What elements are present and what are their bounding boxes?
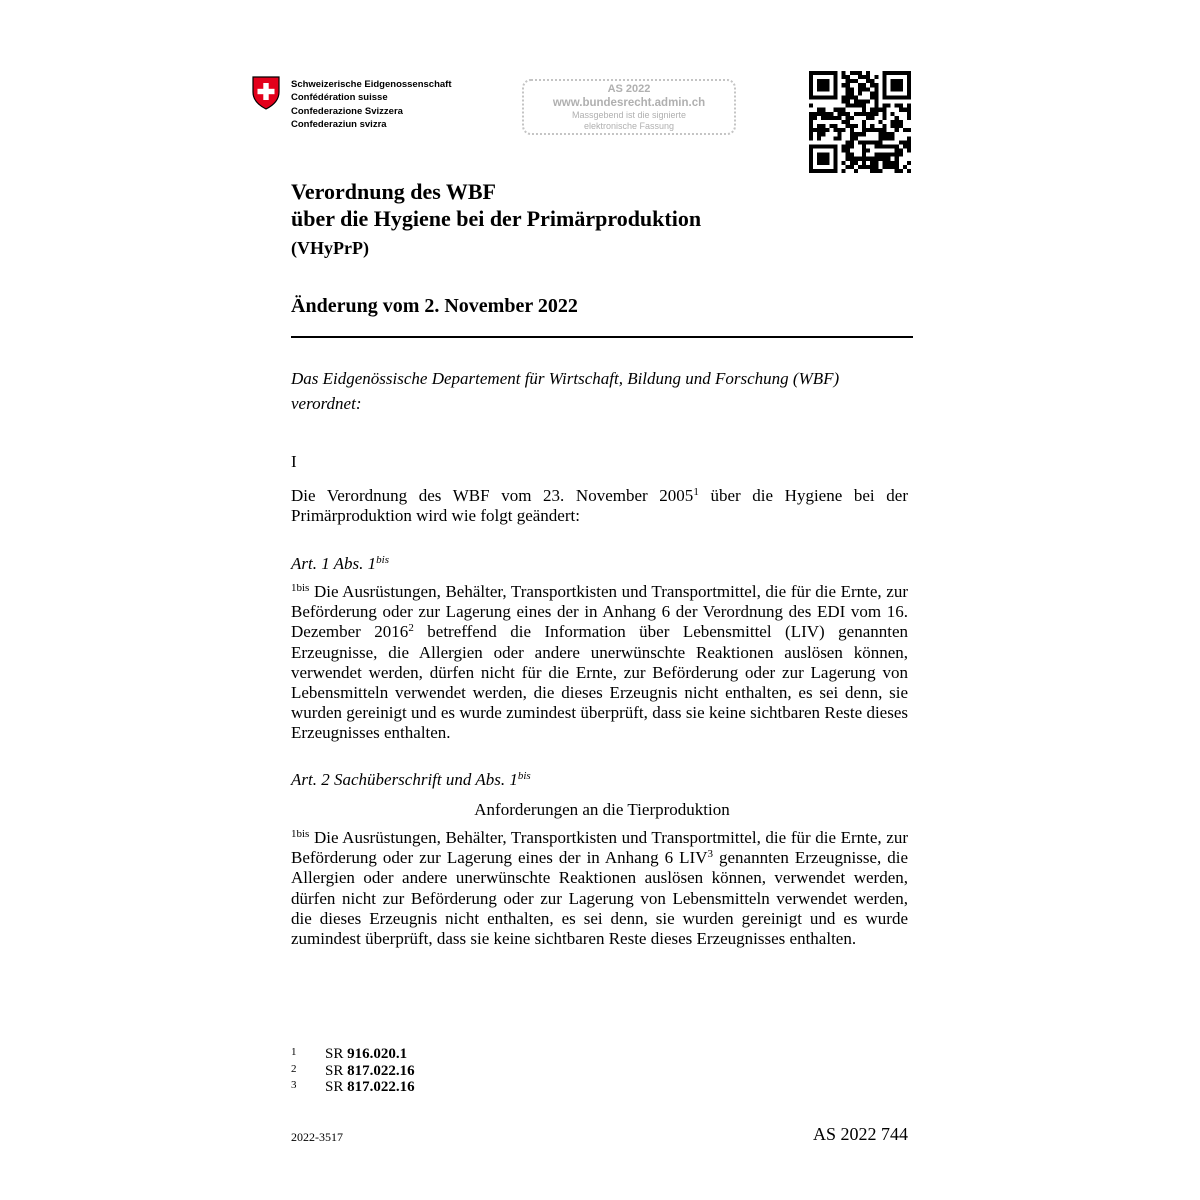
article-2-heading (291, 769, 531, 791)
article-2-heading-text: Art. 2 Sachüberschrift und Abs. 1 (291, 770, 518, 789)
footnote-sr-number[interactable]: 817.022.16 (347, 1079, 415, 1096)
article-2-text-b: genannten Erzeugnisse, die Allergien oder andere unerwünschte Reaktionen auslösen können, verwendet werden, dürfen nicht zur Beförderung oder zur Lagerung von Lebensmitteln verwendet werden, die dieses Erzeugnis nicht enthalten, es sei denn, sie wurden gereinigt und es wurde zumindest überprüft, dass sie keine sichtbaren Reste dieses Erzeugnisses enthalten. (291, 848, 909, 949)
footnote-prefix: SR (325, 1062, 348, 1079)
paragraph-label: 1bis (291, 582, 310, 594)
swiss-coat-of-arms-icon (252, 76, 280, 110)
document-title (291, 178, 701, 232)
intro-text-a: Die Verordnung des WBF vom 23. November 2005 (291, 486, 694, 505)
title-divider (291, 336, 913, 338)
intro-text-b: über die Hygiene bei der Primärproduktion wird wie folgt geändert: (291, 486, 908, 526)
publication-stamp (522, 79, 736, 135)
footnote-text (325, 1063, 415, 1080)
stamp-note-1: Massgebend ist die signierte (571, 110, 687, 120)
stamp-collection: AS 2022 (607, 83, 651, 95)
article-1-text-b: betreffend die Information über Lebensmittel (LIV) genannten Erzeugnisse, die Allergien oder andere unerwünschte Reaktionen auslösen können, verwendet werden, dürfen nicht für die Ernte, zur Beförderung oder zur Lagerung von Lebensmitteln verwendet werden, die dieses Erzeugnis nicht enthalten, es sei denn, sie wurden gereinigt und es wurde zumindest überprüft, dass sie keine sichtbaren Reste dieses Erzeugnisses enthalten. (291, 622, 909, 743)
preamble-line-2: verordnet: (291, 394, 362, 413)
amendment-date: Änderung vom 2. November 2022 (291, 295, 578, 317)
title-line-2: über die Hygiene bei der Primärproduktion (291, 206, 702, 231)
footnote-prefix: SR (325, 1046, 348, 1062)
footnote-number: 2 (291, 1062, 297, 1075)
stamp-note-2: elektronische Fassung (583, 121, 675, 131)
article-1-heading-text: Art. 1 Abs. 1 (291, 554, 377, 573)
footnote (291, 1079, 415, 1096)
footnote-number: 3 (291, 1079, 297, 1092)
federal-names (291, 78, 452, 132)
title-line-1: Verordnung des WBF (291, 179, 496, 204)
footnote-ref-2[interactable]: 2 (408, 622, 414, 635)
article-1-paragraph (291, 582, 908, 744)
federal-name-rm: Confederaziun svizra (291, 119, 387, 131)
footnote-sr-number[interactable]: 916.020.1 (347, 1046, 408, 1062)
footnote-text (325, 1079, 415, 1096)
paragraph-label: 1bis (291, 828, 310, 840)
federal-name-fr: Confédération suisse (291, 92, 388, 104)
stamp-url: www.bundesrecht.admin.ch (552, 97, 706, 109)
federal-name-it: Confederazione Svizzera (291, 105, 403, 117)
footnote-ref-3[interactable]: 3 (707, 848, 713, 861)
article-2-subtitle: Anforderungen an die Tierproduktion (474, 800, 730, 819)
article-1-text-a: Die Ausrüstungen, Behälter, Transportkisten und Transportmittel, die für die Ernte, zur Beförderung oder zur Lagerung eines der in Anhang 6 der Verordnung des EDI vom 16. Dezember 2016 (291, 582, 908, 642)
qr-code-icon (809, 71, 911, 173)
preamble (291, 366, 913, 416)
official-collection-reference: AS 2022 744 (812, 1124, 908, 1144)
section-number: I (291, 452, 297, 471)
preamble-line-1: Das Eidgenössische Departement für Wirtschaft, Bildung und Forschung (WBF) (291, 369, 840, 388)
article-1-heading (291, 553, 389, 575)
footnote-ref-1[interactable]: 1 (693, 486, 699, 498)
footnote (291, 1063, 415, 1080)
title-abbreviation: (VHyPrP) (291, 238, 369, 258)
footnote-text (325, 1046, 407, 1063)
article-2-text-a: Die Ausrüstungen, Behälter, Transportkisten und Transportmittel, die für die Ernte, zur Beförderung oder zur Lagerung eines der in Anhang 6 LIV (291, 828, 908, 868)
article-1-heading-sup: bis (376, 554, 390, 566)
footnote-prefix: SR (325, 1079, 348, 1096)
federal-name-de: Schweizerische Eidgenossenschaft (291, 79, 452, 90)
intro-paragraph (291, 486, 908, 526)
footnote (291, 1046, 415, 1063)
document-number: 2022-3517 (291, 1130, 343, 1144)
article-2-heading-sup: bis (517, 770, 531, 782)
footnote-number: 1 (291, 1046, 297, 1058)
footnotes (291, 1046, 415, 1096)
footnote-sr-number[interactable]: 817.022.16 (347, 1062, 415, 1079)
article-2-paragraph (291, 828, 908, 949)
